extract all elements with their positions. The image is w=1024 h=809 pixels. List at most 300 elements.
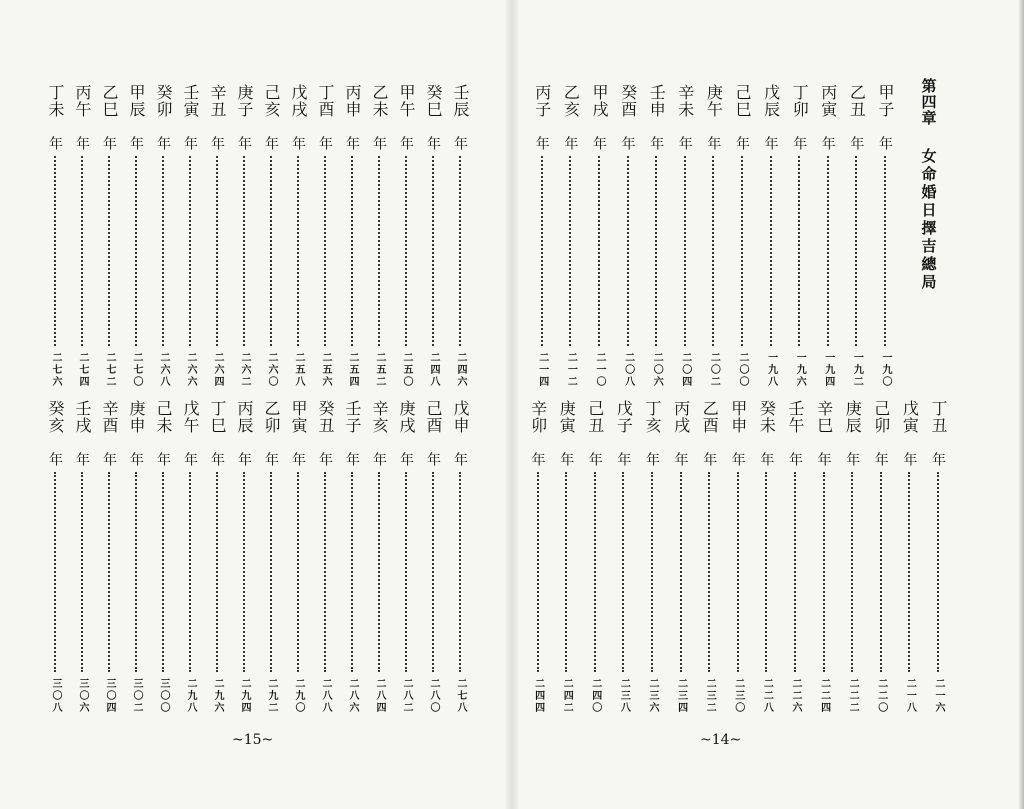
dot-leader xyxy=(794,472,796,672)
year-entry xyxy=(448,400,472,720)
page-reference: 二二四 xyxy=(818,678,830,714)
page-reference: 二七四 xyxy=(77,352,88,388)
year-suffix: 年 xyxy=(791,136,808,150)
ganzhi-label: 戊辰 xyxy=(761,84,781,118)
year-suffix: 年 xyxy=(74,136,90,150)
year-suffix: 年 xyxy=(182,452,198,466)
dot-leader xyxy=(378,472,380,672)
page-reference: 二三二 xyxy=(704,678,716,714)
ganzhi-label: 乙巳 xyxy=(100,84,119,118)
chapter-label: 第四章 xyxy=(919,78,938,126)
year-suffix: 年 xyxy=(558,452,575,466)
page-reference: 二〇四 xyxy=(679,352,691,388)
page-reference: 二三八 xyxy=(618,678,630,714)
year-suffix: 年 xyxy=(586,452,603,466)
page-reference: 二二二 xyxy=(847,678,859,714)
dot-leader xyxy=(770,156,772,346)
year-suffix: 年 xyxy=(729,452,746,466)
year-suffix: 年 xyxy=(209,136,225,150)
page-number-left: ~15~ xyxy=(232,732,274,748)
dot-leader xyxy=(216,156,218,346)
ganzhi-label: 丙子 xyxy=(532,84,552,118)
year-suffix: 年 xyxy=(128,452,144,466)
year-suffix: 年 xyxy=(155,452,171,466)
ganzhi-label: 丙辰 xyxy=(235,400,254,434)
page-reference: 二九六 xyxy=(212,678,223,714)
dot-leader xyxy=(680,472,682,672)
ganzhi-label: 癸丑 xyxy=(316,400,335,434)
chapter-title: 女命婚日擇吉總局 xyxy=(919,148,938,292)
year-suffix: 年 xyxy=(317,452,333,466)
page-reference: 二七〇 xyxy=(131,352,142,388)
year-entry xyxy=(526,400,550,720)
year-entry xyxy=(367,84,391,394)
year-suffix: 年 xyxy=(236,452,252,466)
year-suffix: 年 xyxy=(47,136,63,150)
page-reference: 二七二 xyxy=(104,352,115,388)
page-reference: 二七六 xyxy=(50,352,61,388)
year-entry xyxy=(340,84,364,394)
dot-leader xyxy=(270,156,272,346)
year-suffix: 年 xyxy=(734,136,750,150)
ganzhi-label: 壬寅 xyxy=(181,84,200,118)
dot-leader xyxy=(162,472,164,672)
dot-leader xyxy=(297,472,299,672)
year-suffix: 年 xyxy=(819,136,836,150)
dot-leader xyxy=(537,472,539,672)
dot-leader xyxy=(378,156,380,346)
ganzhi-label: 癸酉 xyxy=(618,84,638,118)
year-suffix: 年 xyxy=(672,452,689,466)
year-entry xyxy=(151,400,175,720)
year-entry xyxy=(70,84,94,394)
dot-leader xyxy=(827,156,829,346)
year-entry xyxy=(124,400,148,720)
ganzhi-label: 乙丑 xyxy=(847,84,867,118)
year-suffix: 年 xyxy=(815,452,832,466)
year-suffix: 年 xyxy=(128,136,144,150)
year-suffix: 年 xyxy=(47,452,63,466)
page-reference: 一九六 xyxy=(794,352,806,388)
year-suffix: 年 xyxy=(648,136,665,150)
year-entry xyxy=(554,400,578,720)
year-suffix: 年 xyxy=(701,452,718,466)
ganzhi-label: 辛丑 xyxy=(208,84,227,118)
dot-leader xyxy=(162,156,164,346)
page-reference: 二五六 xyxy=(320,352,331,388)
year-entry xyxy=(286,84,310,394)
year-suffix: 年 xyxy=(529,452,546,466)
ganzhi-label: 壬辰 xyxy=(451,84,470,118)
year-entry xyxy=(421,84,445,394)
dot-leader xyxy=(823,472,825,672)
year-entry xyxy=(697,400,721,720)
dot-leader xyxy=(432,472,434,672)
dot-leader xyxy=(189,472,191,672)
ganzhi-label: 己亥 xyxy=(262,84,281,118)
page-reference: 二六四 xyxy=(212,352,223,388)
ganzhi-label: 丁亥 xyxy=(643,400,662,434)
year-entry xyxy=(616,84,640,394)
year-suffix: 年 xyxy=(263,136,279,150)
year-suffix: 年 xyxy=(371,136,387,150)
dot-leader xyxy=(135,156,137,346)
year-suffix: 年 xyxy=(452,136,468,150)
ganzhi-label: 癸巳 xyxy=(424,84,443,118)
dot-leader xyxy=(565,472,567,672)
year-entry xyxy=(259,400,283,720)
page-reference: 二八六 xyxy=(347,678,358,714)
year-entry xyxy=(759,84,783,394)
ganzhi-label: 乙卯 xyxy=(262,400,281,434)
year-suffix: 年 xyxy=(762,136,779,150)
year-suffix: 年 xyxy=(872,452,889,466)
dot-leader xyxy=(937,472,939,672)
ganzhi-label: 辛亥 xyxy=(370,400,389,434)
ganzhi-label: 戊申 xyxy=(451,400,470,434)
dot-leader xyxy=(741,156,743,346)
year-suffix: 年 xyxy=(317,136,333,150)
year-entry xyxy=(178,400,202,720)
year-entry xyxy=(151,84,175,394)
year-entry xyxy=(313,400,337,720)
ganzhi-label: 丙午 xyxy=(73,84,92,118)
year-suffix: 年 xyxy=(644,452,660,466)
year-suffix: 年 xyxy=(290,452,306,466)
ganzhi-label: 戊寅 xyxy=(900,400,920,434)
year-suffix: 年 xyxy=(344,136,360,150)
year-entry xyxy=(926,400,950,720)
dot-leader xyxy=(880,472,882,672)
ganzhi-label: 丁丑 xyxy=(929,400,948,434)
year-entry xyxy=(394,84,418,394)
year-entry xyxy=(812,400,836,720)
ganzhi-label: 庚戌 xyxy=(397,400,416,434)
ganzhi-label: 甲午 xyxy=(397,84,416,118)
dot-leader xyxy=(324,472,326,672)
ganzhi-label: 甲子 xyxy=(876,84,895,118)
dot-leader xyxy=(270,472,272,672)
year-suffix: 年 xyxy=(901,452,918,466)
dot-leader xyxy=(351,472,353,672)
ganzhi-label: 丁未 xyxy=(46,84,65,118)
year-suffix: 年 xyxy=(398,452,414,466)
year-entry xyxy=(259,84,283,394)
ganzhi-label: 己酉 xyxy=(424,400,443,434)
ganzhi-label: 乙未 xyxy=(370,84,389,118)
dot-leader xyxy=(459,156,461,346)
page-reference: 二四六 xyxy=(455,352,466,388)
year-entry xyxy=(644,84,668,394)
year-entry xyxy=(787,84,811,394)
dot-leader xyxy=(243,472,245,672)
year-suffix: 年 xyxy=(425,136,441,150)
page-reference: 三〇八 xyxy=(50,678,61,714)
year-suffix: 年 xyxy=(101,136,117,150)
year-entry xyxy=(205,84,229,394)
page-number-right: ~14~ xyxy=(700,732,742,748)
year-suffix: 年 xyxy=(263,452,279,466)
page-reference: 二二六 xyxy=(790,678,801,714)
dot-leader xyxy=(135,472,137,672)
dot-leader xyxy=(708,472,710,672)
year-entry xyxy=(448,84,472,394)
page-reference: 二八二 xyxy=(401,678,412,714)
year-suffix: 年 xyxy=(344,452,360,466)
dot-leader xyxy=(216,472,218,672)
page-right xyxy=(512,0,1024,809)
year-entry xyxy=(286,400,310,720)
dot-leader xyxy=(569,156,571,346)
page-reference: 二〇八 xyxy=(622,352,634,388)
year-entry xyxy=(97,84,121,394)
year-entry xyxy=(673,84,697,394)
page-reference: 二一六 xyxy=(933,678,944,714)
dot-leader xyxy=(405,472,407,672)
ganzhi-label: 戊戌 xyxy=(289,84,308,118)
dot-leader xyxy=(432,156,434,346)
ganzhi-label: 己卯 xyxy=(871,400,891,434)
year-entry xyxy=(367,400,391,720)
page-reference: 一九〇 xyxy=(880,352,891,388)
dot-leader xyxy=(594,472,596,672)
ganzhi-label: 丙寅 xyxy=(818,84,838,118)
year-entry xyxy=(421,400,445,720)
ganzhi-label: 乙酉 xyxy=(700,400,720,434)
year-suffix: 年 xyxy=(155,136,171,150)
year-suffix: 年 xyxy=(877,136,893,150)
page-reference: 二六八 xyxy=(158,352,169,388)
ganzhi-label: 甲寅 xyxy=(289,400,308,434)
year-entry xyxy=(205,400,229,720)
dot-leader xyxy=(851,472,853,672)
page-reference: 二〇六 xyxy=(651,352,663,388)
year-entry xyxy=(640,400,664,720)
page-reference: 二四四 xyxy=(532,678,544,714)
page-reference: 二五二 xyxy=(374,352,385,388)
year-suffix: 年 xyxy=(452,452,468,466)
dot-leader xyxy=(684,156,686,346)
page-reference: 二八四 xyxy=(374,678,385,714)
year-suffix: 年 xyxy=(844,452,861,466)
page-reference: 二三〇 xyxy=(732,678,744,714)
page-reference: 三〇四 xyxy=(104,678,115,714)
year-suffix: 年 xyxy=(101,452,117,466)
year-entry xyxy=(611,400,635,720)
year-entry xyxy=(726,400,750,720)
year-entry xyxy=(754,400,778,720)
ganzhi-label: 丙申 xyxy=(343,84,362,118)
page-reference: 一九八 xyxy=(765,352,777,388)
year-suffix: 年 xyxy=(425,452,441,466)
page-reference: 二七八 xyxy=(455,678,466,714)
dot-leader xyxy=(855,156,857,346)
ganzhi-label: 丁巳 xyxy=(208,400,227,434)
ganzhi-label: 癸未 xyxy=(757,400,777,434)
year-entry xyxy=(873,84,897,394)
dot-leader xyxy=(622,472,624,672)
dot-leader xyxy=(798,156,800,346)
year-entry xyxy=(669,400,693,720)
year-entry xyxy=(70,400,94,720)
page-reference: 二〇二 xyxy=(708,352,720,388)
page-reference: 二二〇 xyxy=(875,678,887,714)
year-suffix: 年 xyxy=(676,136,693,150)
year-suffix: 年 xyxy=(533,136,550,150)
page-reference: 二九〇 xyxy=(293,678,304,714)
ganzhi-label: 辛卯 xyxy=(528,400,548,434)
dot-leader xyxy=(627,156,629,346)
page-reference: 二三四 xyxy=(675,678,687,714)
page-reference: 二九四 xyxy=(239,678,250,714)
dot-leader xyxy=(598,156,600,346)
dot-leader xyxy=(297,156,299,346)
page-reference: 二五四 xyxy=(347,352,358,388)
year-entry xyxy=(783,400,807,720)
ganzhi-label: 癸亥 xyxy=(46,400,65,434)
page-reference: 二九二 xyxy=(266,678,277,714)
page-reference: 一九四 xyxy=(822,352,834,388)
page-reference: 二八八 xyxy=(320,678,331,714)
dot-leader xyxy=(884,156,886,346)
dot-leader xyxy=(655,156,657,346)
year-entry xyxy=(178,84,202,394)
year-entry xyxy=(313,84,337,394)
ganzhi-label: 丁酉 xyxy=(316,84,335,118)
year-suffix: 年 xyxy=(182,136,198,150)
dot-leader xyxy=(324,156,326,346)
dot-leader xyxy=(54,156,56,346)
page-reference: 二八〇 xyxy=(428,678,439,714)
dot-leader xyxy=(765,472,767,672)
ganzhi-label: 己丑 xyxy=(585,400,605,434)
ganzhi-label: 壬午 xyxy=(786,400,805,434)
year-entry xyxy=(583,400,607,720)
ganzhi-label: 甲戌 xyxy=(590,84,609,118)
page-reference: 二四八 xyxy=(428,352,439,388)
page-reference: 二一二 xyxy=(565,352,577,388)
ganzhi-label: 庚午 xyxy=(704,84,724,118)
ganzhi-label: 癸卯 xyxy=(154,84,173,118)
page-reference: 三〇六 xyxy=(77,678,88,714)
year-entry xyxy=(816,84,840,394)
year-suffix: 年 xyxy=(236,136,252,150)
ganzhi-label: 庚子 xyxy=(235,84,254,118)
ganzhi-label: 甲申 xyxy=(728,400,748,434)
year-entry xyxy=(730,84,754,394)
dot-leader xyxy=(81,472,83,672)
ganzhi-label: 戊午 xyxy=(181,400,200,434)
page-reference: 二三六 xyxy=(647,678,658,714)
year-suffix: 年 xyxy=(209,452,225,466)
page-reference: 二一四 xyxy=(536,352,548,388)
year-entry xyxy=(587,84,611,394)
year-suffix: 年 xyxy=(591,136,607,150)
ganzhi-label: 壬戌 xyxy=(73,400,92,434)
page-reference: 三〇二 xyxy=(131,678,142,714)
ganzhi-label: 己巳 xyxy=(733,84,752,118)
ganzhi-label: 庚寅 xyxy=(557,400,577,434)
year-suffix: 年 xyxy=(290,136,306,150)
year-entry xyxy=(43,400,67,720)
ganzhi-label: 庚辰 xyxy=(843,400,863,434)
ganzhi-label: 戊子 xyxy=(614,400,634,434)
ganzhi-label: 甲辰 xyxy=(127,84,146,118)
ganzhi-label: 辛巳 xyxy=(814,400,834,434)
year-suffix: 年 xyxy=(371,452,387,466)
year-suffix: 年 xyxy=(74,452,90,466)
page-reference: 二四〇 xyxy=(589,678,601,714)
year-suffix: 年 xyxy=(930,452,946,466)
page-reference: 二六二 xyxy=(239,352,250,388)
dot-leader xyxy=(351,156,353,346)
page-reference: 二六六 xyxy=(185,352,196,388)
dot-leader xyxy=(541,156,543,346)
year-entry xyxy=(869,400,893,720)
dot-leader xyxy=(54,472,56,672)
ganzhi-label: 壬申 xyxy=(647,84,667,118)
dot-leader xyxy=(405,156,407,346)
ganzhi-label: 己未 xyxy=(154,400,173,434)
year-entry xyxy=(844,84,868,394)
chapter-heading xyxy=(916,78,940,292)
year-entry xyxy=(394,400,418,720)
year-entry xyxy=(232,84,256,394)
year-suffix: 年 xyxy=(705,136,722,150)
year-entry xyxy=(558,84,582,394)
year-suffix: 年 xyxy=(787,452,803,466)
ganzhi-label: 辛未 xyxy=(675,84,695,118)
ganzhi-label: 丁卯 xyxy=(790,84,810,118)
dot-leader xyxy=(908,472,910,672)
year-suffix: 年 xyxy=(398,136,414,150)
year-suffix: 年 xyxy=(848,136,865,150)
year-suffix: 年 xyxy=(619,136,636,150)
year-entry xyxy=(840,400,864,720)
year-entry xyxy=(701,84,725,394)
dot-leader xyxy=(712,156,714,346)
ganzhi-label: 乙亥 xyxy=(561,84,581,118)
page-reference: 二一〇 xyxy=(594,352,605,388)
dot-leader xyxy=(81,156,83,346)
ganzhi-label: 庚申 xyxy=(127,400,146,434)
ganzhi-label: 壬子 xyxy=(343,400,362,434)
year-entry xyxy=(43,84,67,394)
year-suffix: 年 xyxy=(615,452,632,466)
dot-leader xyxy=(459,472,461,672)
page-reference: 三〇〇 xyxy=(158,678,169,714)
page-reference: 二一八 xyxy=(904,678,916,714)
ganzhi-label: 辛酉 xyxy=(100,400,119,434)
page-reference: 二四二 xyxy=(561,678,573,714)
year-entry xyxy=(232,400,256,720)
page-reference: 二二八 xyxy=(761,678,773,714)
page-reference: 二九八 xyxy=(185,678,196,714)
dot-leader xyxy=(108,472,110,672)
year-entry xyxy=(340,400,364,720)
dot-leader xyxy=(108,156,110,346)
ganzhi-label: 丙戌 xyxy=(671,400,691,434)
page-reference: 一九二 xyxy=(851,352,863,388)
year-suffix: 年 xyxy=(758,452,775,466)
year-entry xyxy=(530,84,554,394)
year-suffix: 年 xyxy=(562,136,579,150)
page-reference: 二五〇 xyxy=(401,352,412,388)
page-reference: 二五八 xyxy=(293,352,304,388)
year-entry xyxy=(124,84,148,394)
dot-leader xyxy=(651,472,653,672)
year-entry xyxy=(97,400,121,720)
